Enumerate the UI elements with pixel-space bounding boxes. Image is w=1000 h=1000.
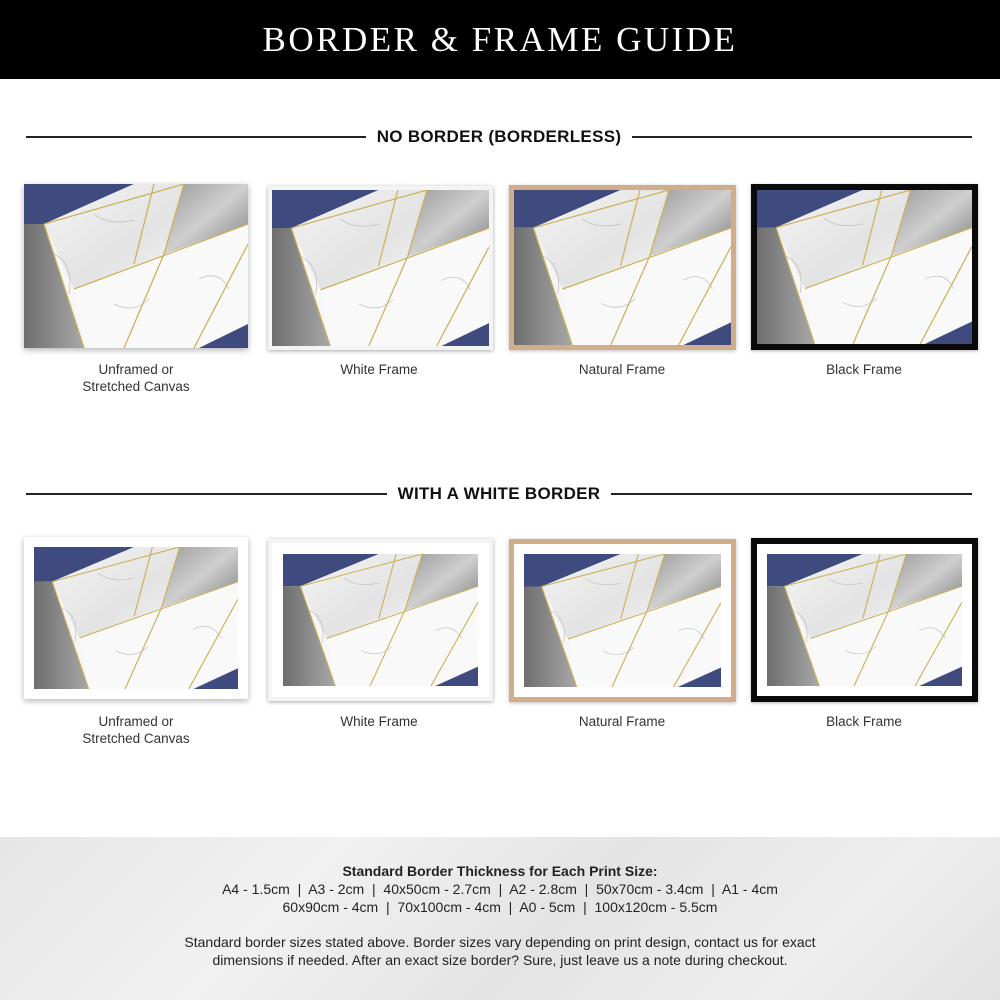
print-image-area <box>283 554 478 686</box>
section-heading-borderless <box>26 125 972 149</box>
caption-natural-frame <box>502 361 742 378</box>
print-preview-black-frame <box>751 184 978 350</box>
caption-line: Unframed or <box>98 362 174 377</box>
print-preview-black-frame-bordered <box>751 538 978 702</box>
sizes-line: 60x90cm - 4cm | 70x100cm - 4cm | A0 - 5cm | 100x120cm - 5.5cm <box>282 899 718 915</box>
page-header <box>0 0 1000 79</box>
divider-left <box>26 136 366 138</box>
print-image-area <box>767 554 962 686</box>
caption-black-frame <box>744 713 984 730</box>
print-preview-natural-frame <box>509 185 736 350</box>
print-preview-unframed <box>24 184 248 348</box>
footer-title: Standard Border Thickness for Each Print Size: <box>342 863 658 879</box>
caption-unframed <box>16 361 256 395</box>
marble-artwork <box>272 190 489 346</box>
caption-line: Black Frame <box>826 714 902 729</box>
marble-artwork <box>24 184 248 348</box>
caption-black-frame <box>744 361 984 378</box>
border-thickness-info <box>0 837 1000 1000</box>
caption-white-frame <box>259 361 499 378</box>
caption-line: Stretched Canvas <box>82 379 190 394</box>
marble-artwork <box>524 554 721 687</box>
marble-artwork <box>283 554 478 686</box>
caption-line: White Frame <box>340 362 418 377</box>
section-title: NO BORDER (BORDERLESS) <box>376 127 622 146</box>
section-heading-white-border <box>26 482 972 506</box>
page-title: BORDER & FRAME GUIDE <box>262 19 738 59</box>
caption-line: Stretched Canvas <box>82 731 190 746</box>
divider-right <box>611 493 972 495</box>
caption-line: Natural Frame <box>578 362 666 377</box>
caption-line: White Frame <box>340 714 418 729</box>
print-preview-white-frame-bordered <box>268 539 493 701</box>
marble-artwork <box>514 190 731 345</box>
caption-natural-frame <box>502 713 742 730</box>
print-preview-unframed-bordered <box>24 537 248 699</box>
caption-line: Black Frame <box>826 362 902 377</box>
print-image-area <box>34 547 238 689</box>
caption-white-frame <box>259 713 499 730</box>
footer-note: dimensions if needed. After an exact size border? Sure, just leave us a note during checkout. <box>212 952 788 968</box>
marble-artwork <box>34 547 238 689</box>
caption-unframed <box>16 713 256 747</box>
sizes-line: A4 - 1.5cm | A3 - 2cm | 40x50cm - 2.7cm | A2 - 2.8cm | 50x70cm - 3.4cm | A1 - 4cm <box>222 881 778 897</box>
caption-line: Natural Frame <box>578 714 666 729</box>
marble-artwork <box>757 190 972 344</box>
section-title: WITH A WHITE BORDER <box>397 484 601 503</box>
print-preview-white-frame <box>268 186 493 350</box>
divider-right <box>632 136 972 138</box>
footer-note: Standard border sizes stated above. Border sizes vary depending on print design, contact us for exact <box>184 934 816 950</box>
divider-left <box>26 493 387 495</box>
marble-artwork <box>767 554 962 686</box>
print-image-area <box>524 554 721 687</box>
print-preview-natural-frame-bordered <box>509 539 736 702</box>
caption-line: Unframed or <box>98 714 174 729</box>
